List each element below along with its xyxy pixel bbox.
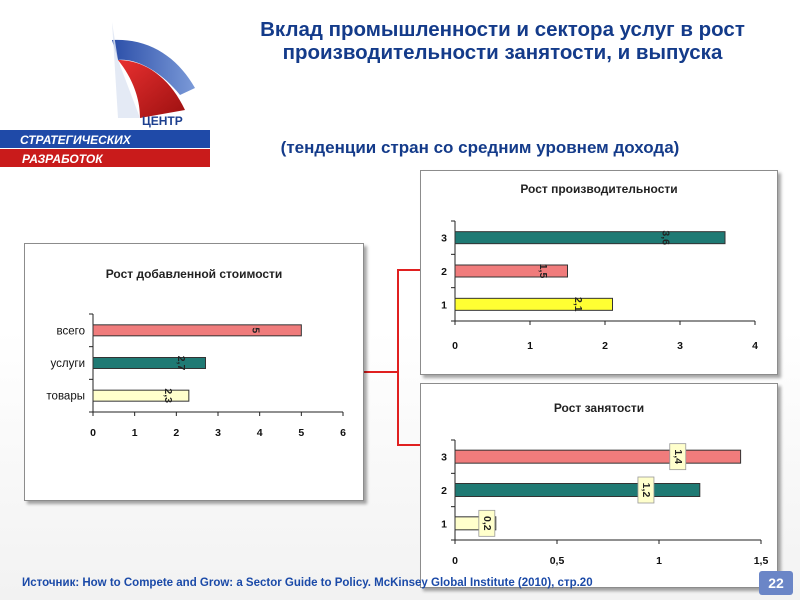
employment-chart-panel [420, 383, 778, 588]
bar [93, 325, 301, 336]
x-tick-label: 4 [256, 427, 263, 439]
x-tick-label: 2 [173, 427, 180, 439]
logo-development-text: РАЗРАБОТОК [22, 152, 103, 166]
x-tick-label: 1 [131, 427, 138, 439]
category-label: всего [56, 325, 85, 338]
x-tick-label: 3 [677, 340, 683, 352]
data-label: 1,5 [536, 263, 549, 279]
category-label: товары [46, 390, 85, 403]
category-label: 3 [441, 232, 447, 245]
data-label: 1,2 [639, 482, 652, 498]
x-tick-label: 5 [298, 427, 305, 439]
slide-title: Вклад промышленности и сектора услуг в рост производительности занятости, и выпуска [260, 18, 745, 64]
chart-title: Рост добавленной стоимости [105, 267, 283, 281]
employment-chart [421, 384, 777, 587]
chart-title: Рост производительности [520, 182, 678, 196]
category-label: 1 [441, 518, 447, 531]
x-tick-label: 0 [452, 340, 458, 352]
logo-center-text: ЦЕНТР [142, 114, 183, 128]
data-label: 1,4 [671, 449, 684, 464]
source-note: Источник: How to Compete and Grow: a Sector Guide to Policy. McKinsey Global Institute (2010), стр.20 [22, 577, 593, 589]
data-label: 5 [249, 327, 262, 334]
data-label: 2,7 [174, 355, 187, 371]
x-tick-label: 2 [602, 340, 608, 352]
x-tick-label: 6 [340, 427, 346, 439]
category-label: 3 [441, 451, 447, 464]
category-label: 2 [441, 266, 447, 278]
logo-strategic-text: СТРАТЕГИЧЕСКИХ [20, 133, 131, 147]
category-label: услуги [50, 358, 85, 370]
x-tick-label: 1,5 [753, 555, 769, 567]
value-added-chart [25, 244, 363, 500]
x-tick-label: 3 [215, 427, 221, 439]
bar [455, 484, 700, 497]
page-number-badge: 22 [759, 571, 793, 595]
x-tick-label: 4 [752, 340, 758, 352]
bar [455, 298, 613, 310]
bar [455, 450, 741, 463]
chart-title: Рост занятости [553, 401, 645, 415]
category-label: 2 [441, 485, 447, 497]
data-label: 3,6 [659, 230, 672, 245]
productivity-chart [421, 171, 777, 374]
x-tick-label: 1 [527, 340, 533, 352]
data-label: 0,2 [480, 516, 493, 531]
value-added-chart-panel [24, 243, 364, 501]
center-logo [0, 0, 210, 175]
bar [93, 355, 206, 371]
data-label: 2,3 [161, 388, 174, 403]
x-tick-label: 1 [656, 555, 662, 567]
slide-subtitle: (тенденции стран со средним уровнем дохода) [280, 138, 680, 157]
bar [455, 265, 568, 277]
bar [455, 232, 725, 244]
category-label: 1 [441, 299, 447, 312]
productivity-chart-panel [420, 170, 778, 375]
x-tick-label: 0 [452, 555, 458, 567]
x-tick-label: 0 [90, 427, 96, 439]
data-label: 2,1 [571, 297, 584, 312]
x-tick-label: 0,5 [549, 555, 565, 567]
